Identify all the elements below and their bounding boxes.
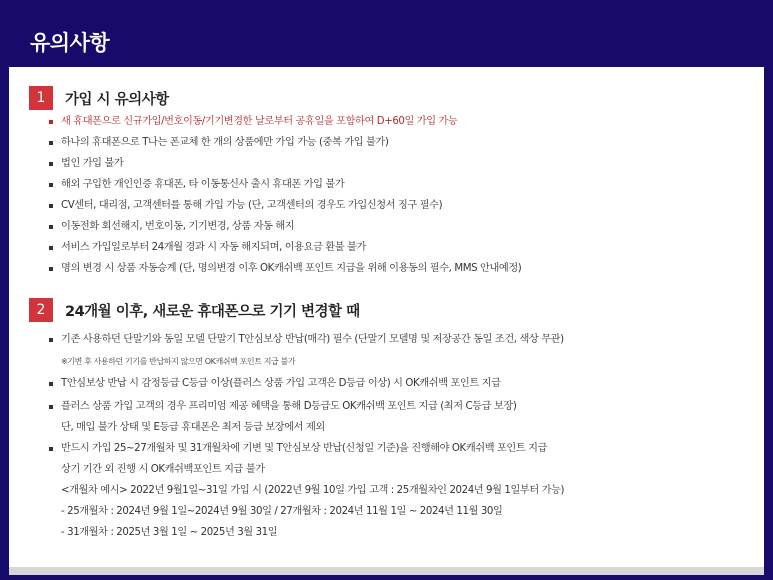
list-item: CV센터, 대리점, 고객센터를 통해 가입 가능 (단, 고객센터의 경우도 가입신청서 징구 필수) bbox=[49, 195, 521, 216]
section-1-title: 가입 시 유의사항 bbox=[65, 91, 169, 108]
list-item-continuation: - 31개월차 : 2025년 3월 1일 ~ 2025년 3월 31일 bbox=[61, 527, 278, 538]
list-item: T안심보상 반납 시 감정등급 C등급 이상(플러스 상품 가입 고객은 D등급 이상) 시 OK캐쉬백 포인트 지급 bbox=[49, 371, 564, 396]
section-1-list bbox=[49, 111, 521, 279]
list-item-continuation: 단, 매입 불가 상태 및 E등급 휴대폰은 최저 등급 보장에서 제외 bbox=[61, 422, 325, 433]
section-2-title: 24개월 이후, 새로운 휴대폰으로 기기 변경할 때 bbox=[65, 303, 360, 320]
section-2-header bbox=[29, 298, 360, 322]
list-item: 하나의 휴대폰으로 T나는 폰교체 한 개의 상품에만 가입 가능 (중복 가입 불가) bbox=[49, 132, 521, 153]
list-item-note: ※기변 후 사용하던 기기를 반납하지 않으면 OK캐쉬백 포인트 지급 불가 bbox=[61, 357, 296, 366]
section-1-header bbox=[29, 86, 169, 110]
list-item: 반드시 가입 25~27개월차 및 31개월차에 기변 및 T안심보상 반납(신청일 기준)을 진행해야 OK캐쉬백 포인트 지급 bbox=[49, 438, 564, 459]
page-title: 유의사항 bbox=[30, 31, 110, 55]
list-item-continuation: <개월차 예시> 2022년 9월1일~31일 가입 시 (2022년 9월 10일 가입 고객 : 25개월차인 2024년 9월 1일부터 가능) bbox=[61, 485, 565, 496]
list-item: 이동전화 회선해지, 번호이동, 기기변경, 상품 자동 해지 bbox=[49, 216, 521, 237]
list-item: 법인 가입 불가 bbox=[49, 153, 521, 174]
section-2-list bbox=[49, 327, 564, 543]
list-item: 기존 사용하던 단말기와 동일 모델 단말기 T안심보상 반납(매각) 필수 (단말기 모델명 및 저장공간 동일 조건, 색상 무관) bbox=[49, 327, 564, 352]
list-item: 서비스 가입일로부터 24개월 경과 시 자동 해지되며, 이용요금 환불 불가 bbox=[49, 237, 521, 258]
section-2-number-badge: 2 bbox=[29, 298, 53, 322]
list-item: 해외 구입한 개인인증 휴대폰, 타 이동통신사 출시 휴대폰 가입 불가 bbox=[49, 174, 521, 195]
notice-panel bbox=[9, 67, 764, 575]
list-item-continuation: - 25개월차 : 2024년 9월 1일~2024년 9월 30일 / 27개월차 : 2024년 11월 1일 ~ 2024년 11월 30일 bbox=[61, 506, 503, 517]
section-1-number-badge: 1 bbox=[29, 86, 53, 110]
list-item: 플러스 상품 가입 고객의 경우 프리미엄 제공 혜택을 통해 D등급도 OK캐쉬백 포인트 지급 (최저 C등급 보장) bbox=[49, 396, 564, 417]
list-item: 새 휴대폰으로 신규가입/번호이동/기기변경한 날로부터 공휴일을 포함하여 D+60일 가입 가능 bbox=[49, 111, 521, 132]
list-item: 명의 변경 시 상품 자동승계 (단, 명의변경 이후 OK캐쉬백 포인트 지급을 위해 이용동의 필수, MMS 안내예정) bbox=[49, 258, 521, 279]
list-item-continuation: 상기 기간 외 진행 시 OK캐쉬백포인트 지급 불가 bbox=[61, 464, 265, 475]
